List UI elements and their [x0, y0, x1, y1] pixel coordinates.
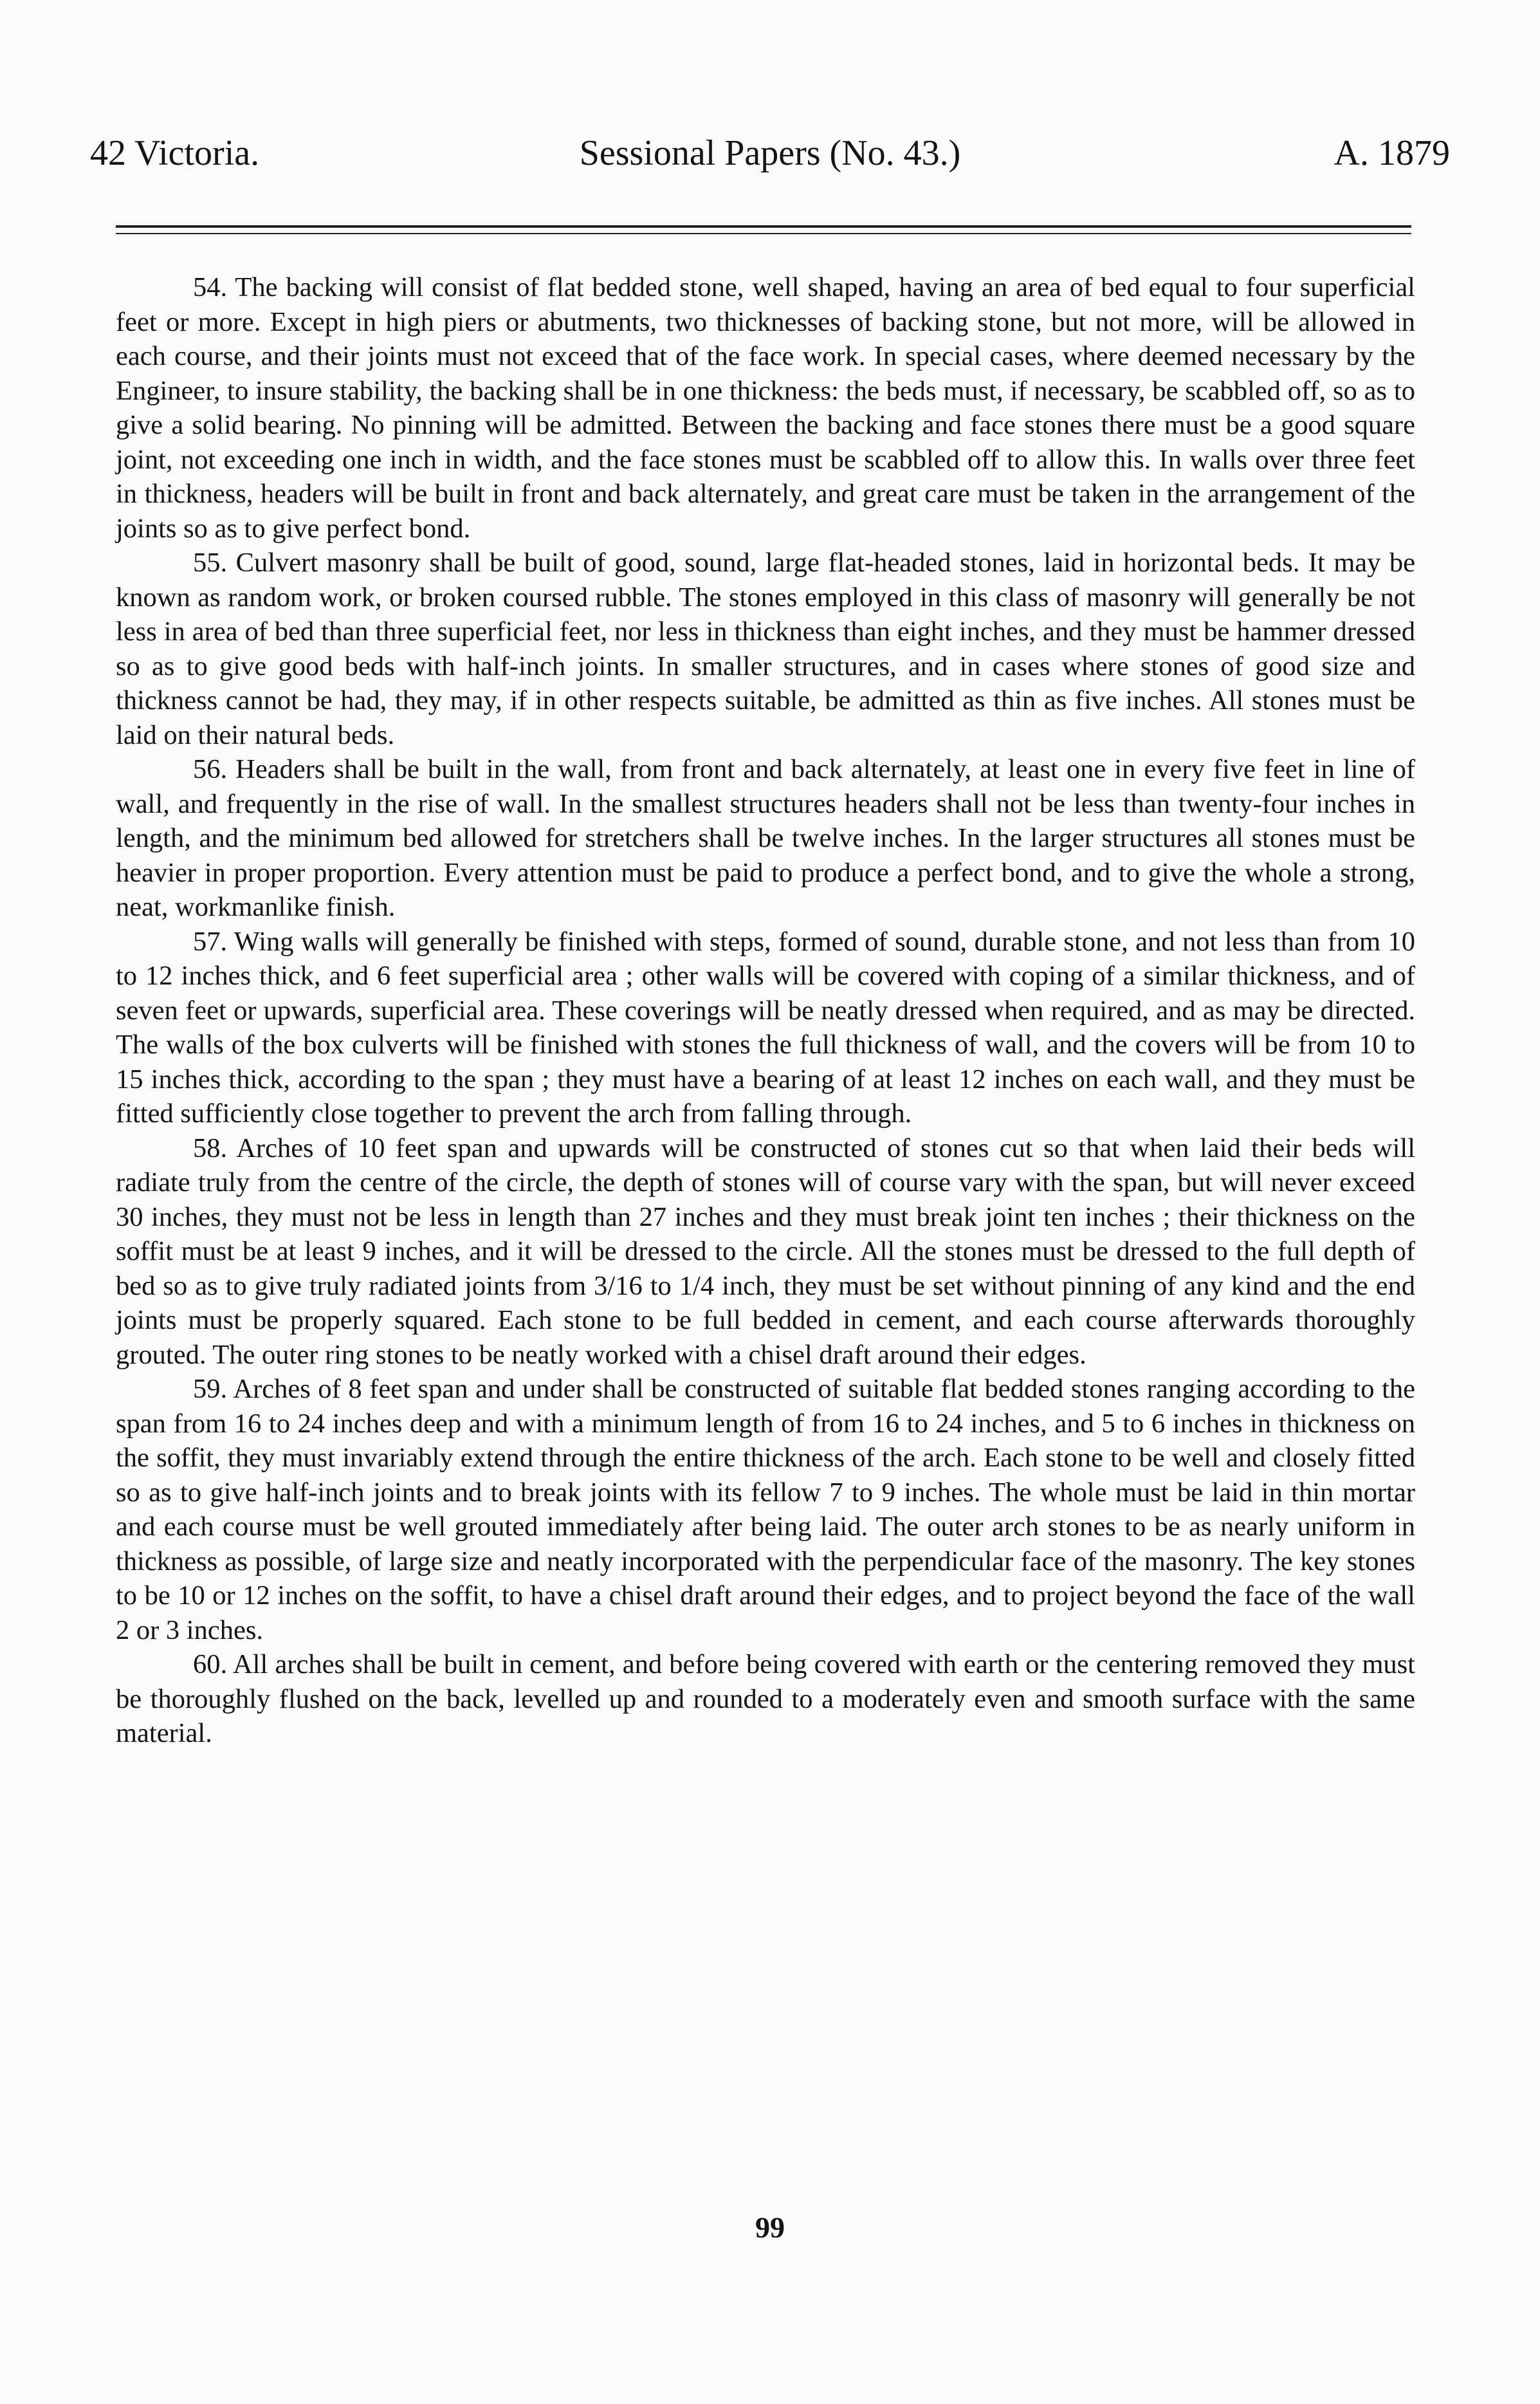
- running-header: [90, 135, 1450, 199]
- page-number: 99: [755, 2211, 785, 2244]
- paragraph-56: 56. Headers shall be built in the wall, from front and back alternately, at least one in every five feet in line of wall, and frequently in the rise of wall. In the smallest structures headers shall not be less than twenty-four inches in length, and the minimum bed allowed for stretchers shall be twelve inches. In the larger structures all stones must be heavier in proper proportion. Every attention must be paid to produce a perfect bond, and to give the whole a strong, neat, workmanlike finish.: [116, 754, 1415, 922]
- header-rule-thin: [116, 233, 1411, 234]
- paragraph-57: 57. Wing walls will generally be finished with steps, formed of sound, durable stone, and not less than from 10 to 12 inches thick, and 6 feet superficial area ; other walls will be covered with coping of a similar thickness, and of seven feet or upwards, superficial area. These coverings will be neatly dressed when required, and as may be directed. The walls of the box culverts will be finished with stones the full thickness of wall, and the covers will be from 10 to 15 inches thick, according to the span ; they must have a bearing of at least 12 inches on each wall, and they must be fitted sufficiently close together to prevent the arch from falling through.: [116, 926, 1415, 1129]
- paragraph-54: 54. The backing will consist of flat bedded stone, well shaped, having an area of bed equal to four superficial feet or more. Except in high piers or abutments, two thicknesses of backing stone, but not more, will be allowed in each course, and their joints must not exceed that of the face work. In special cases, where deemed necessary by the Engineer, to insure stability, the backing shall be in one thickness: the beds must, if necessary, be scabbled off, so as to give a solid bearing. No pinning will be admitted. Between the backing and face stones there must be a good square joint, not exceeding one inch in width, and the face stones must be scabbled off to allow this. In walls over three feet in thickness, headers will be built in front and back alternately, and great care must be taken in the arrangement of the joints so as to give perfect bond.: [116, 272, 1415, 544]
- header-title: Sessional Papers (No. 43.): [579, 133, 961, 173]
- header-volume: 42 Victoria.: [90, 133, 260, 173]
- paragraph-59: 59. Arches of 8 feet span and under shall be constructed of suitable flat bedded stones ranging according to the span from 16 to 24 inches deep and with a minimum length of from 16 to 24 inches, and 5 to 6 inches in thickness on the soffit, they must invariably extend through the entire thickness of the arch. Each stone to be well and closely fitted so as to give half-inch joints and to break joints with its fellow 7 to 9 inches. The whole must be laid in thin mortar and each course must be well grouted immediately after being laid. The outer arch stones to be as nearly uniform in thickness as possible, of large size and neatly incorporated with the perpendicular face of the masonry. The key stones to be 10 or 12 inches on the soffit, to have a chisel draft around their edges, and to project beyond the face of the wall 2 or 3 inches.: [116, 1374, 1415, 1645]
- paragraph-60: 60. All arches shall be built in cement, and before being covered with earth or the centering removed they must be thoroughly flushed on the back, levelled up and rounded to a moderately even and smooth surface with the same material.: [116, 1649, 1415, 1748]
- paragraph-58: 58. Arches of 10 feet span and upwards will be constructed of stones cut so that when laid their beds will radiate truly from the centre of the circle, the depth of stones will of course vary with the span, but will never exceed 30 inches, they must not be less in length than 27 inches and they must break joint ten inches ; their thickness on the soffit must be at least 9 inches, and it will be dressed to the circle. All the stones must be dressed to the full depth of bed so as to give truly radiated joints from 3/16 to 1/4 inch, they must be set without pinning of any kind and the end joints must be properly squared. Each stone to be full bedded in cement, and each course afterwards thoroughly grouted. The outer ring stones to be neatly worked with a chisel draft around their edges.: [116, 1133, 1415, 1370]
- header-year: A. 1879: [1334, 133, 1450, 173]
- body-text: [116, 270, 1415, 1751]
- paragraph-55: 55. Culvert masonry shall be built of good, sound, large flat-headed stones, laid in horizontal beds. It may be known as random work, or broken coursed rubble. The stones employed in this class of masonry will generally be not less in area of bed than three superficial feet, nor less in thickness than eight inches, and they must be hammer dressed so as to give good beds with half-inch joints. In smaller structures, and in cases where stones of good size and thickness cannot be had, they may, if in other respects suitable, be admitted as thin as five inches. All stones must be laid on their natural beds.: [116, 548, 1415, 750]
- header-rule-thick: [116, 225, 1411, 228]
